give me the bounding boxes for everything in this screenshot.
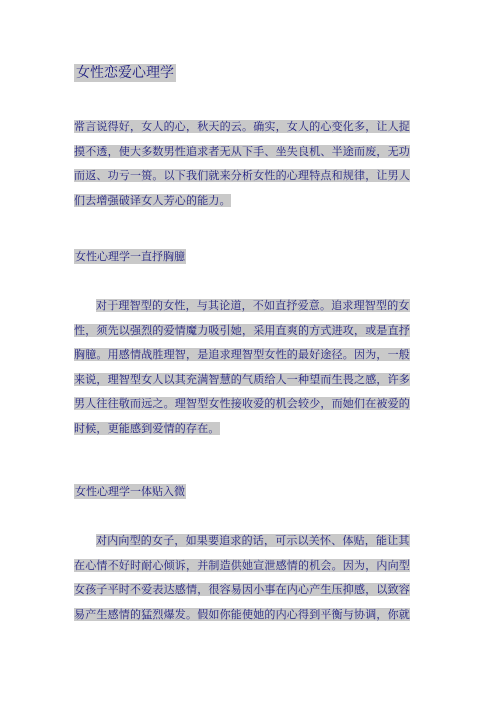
paragraph-line: 在心情不好时耐心倾诉，并制造供她宣泄感情的机会。因为，内向型: [74, 558, 410, 572]
intro-paragraph: [74, 115, 430, 213]
paragraph-line: 时候，更能感到爱情的存在。: [74, 421, 220, 435]
paragraph-line: 来说，理智型女人以其充满智慧的气质给人一种望而生畏之感，许多: [74, 372, 410, 386]
paragraph-line: 男人往往敬而远之。理智型女性接收爱的机会较少，而她们在被爱的: [74, 397, 410, 410]
paragraph-line: 对内向型的女子，如果要追求的话，可示以关怀、体贴，能让其: [96, 534, 410, 547]
paragraph-line: 胸臆。用感情战胜理智，是追求理智型女性的最好途径。因为，一般: [74, 348, 410, 361]
paragraph-line: 女孩子平时不爱表达感情，很容易因小事在内心产生压抑感，以致容: [74, 583, 410, 596]
section-heading-1: 女性心理学一直抒胸臆: [75, 250, 185, 263]
paragraph-line: 易产生感情的猛烈爆发。假如你能使她的内心得到平衡与协调，你就: [74, 607, 410, 621]
paragraph-line: 摸不透，使大多数男性追求者无从下手、坐失良机、半途而废，无功: [74, 144, 410, 158]
section2-paragraph: [74, 529, 430, 627]
section-heading-2: 女性心理学一体贴入微: [75, 485, 185, 498]
paragraph-line: 对于理智型的女性，与其论道，不如直抒爱意。追求理智型的女: [96, 299, 410, 312]
document-title: 女性恋爱心理学: [76, 65, 174, 81]
paragraph-line: 而返、功亏一篑。以下我们就来分析女性的心理特点和规律，让男人: [74, 169, 410, 182]
section1-paragraph: [74, 294, 430, 441]
paragraph-line: 们去增强破译女人芳心的能力。: [74, 193, 231, 207]
paragraph-line: 常言说得好，女人的心，秋天的云。确实，女人的心变化多，让人捉: [74, 120, 410, 133]
paragraph-line: 性，须先以强烈的爱情魔力吸引她，采用直爽的方式进攻，或是直抒: [74, 323, 410, 337]
